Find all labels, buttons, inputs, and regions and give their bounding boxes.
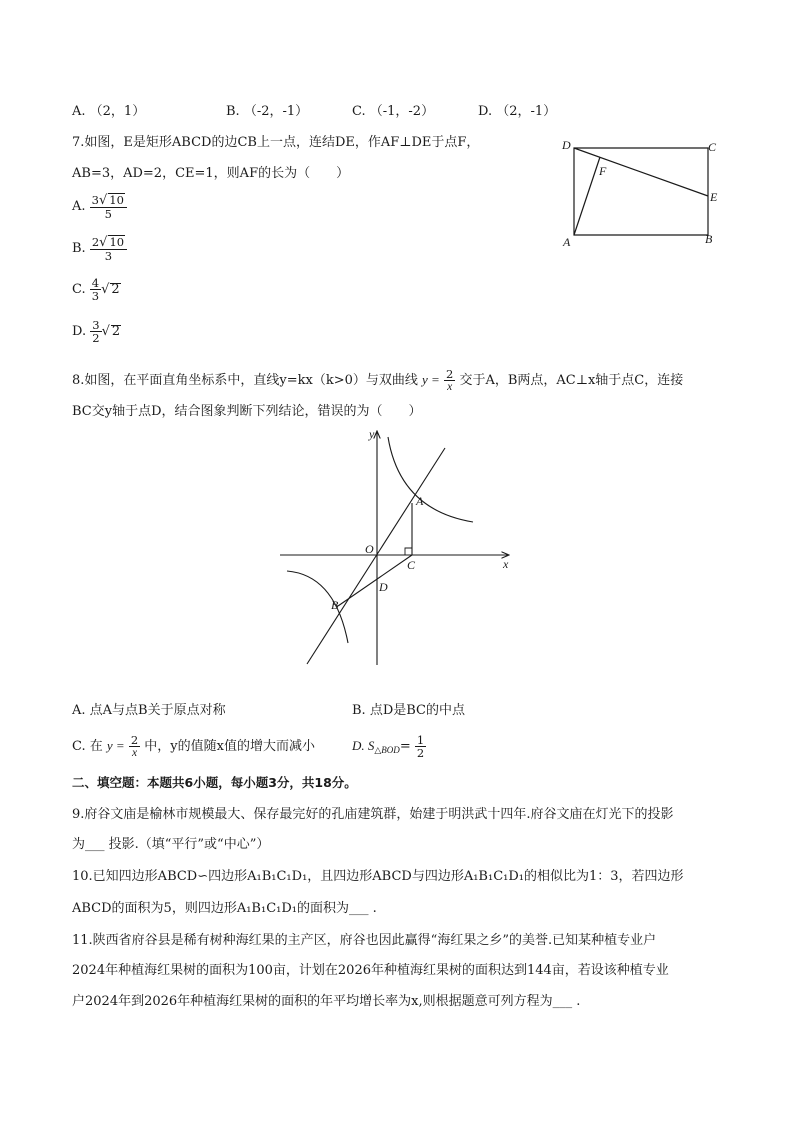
q8-option-d: D. $S_{\triangle BOD}=$ $\frac{1}{2}$ [352,733,425,760]
label-c: C [708,140,717,154]
q6-option-d: D. （2，-1） [478,104,557,119]
q8-option-a: A. 点A与点B关于原点对称 [72,703,226,718]
q7-option-c: C. $\frac{4}{3}$ √ 2 [72,276,120,303]
label-f: F [599,164,607,178]
segment-bc [338,555,412,606]
rectangle-abcd [574,148,708,235]
hyperbola-branch-q1 [388,437,473,522]
q7-stem-line2: AB=3，AD=2，CE=1，则AF的长为（ ） [72,166,350,181]
q8-stem-line1: 8.如图，在平面直角坐标系中，直线y=kx（k>0）与双曲线 y = $\frac{2}{x}$ 交于A，B两点，AC⊥x轴于点C，连接 [72,367,684,393]
q9-line1: 9.府谷文庙是榆林市规模最大、保存最完好的孔庙建筑群，始建于明洪武十四年.府谷文庙在灯光下的投影 [72,807,674,822]
label-d: D [562,138,571,152]
segment-af [574,157,600,235]
option-label: C. [72,282,86,297]
q11-line2: 2024年种植海红果树的面积为100亩，计划在2026年种植海红果树的面积达到144亩，若设该种植专业 [72,963,669,978]
q10-line1: 10.已知四边形ABCD∽四边形A₁B₁C₁D₁，且四边形ABCD与四边形A₁B₁C₁D₁的相似比为1：3，若四边形 [72,869,684,884]
fraction: $\frac{1}{2}$ [416,733,425,760]
section-heading-fill-in: 二、填空题：本题共6小题，每小题3分，共18分。 [72,775,357,790]
fraction: $\frac{2√ 10}{3}$ [90,235,127,262]
fraction: $\frac{3√ 10}{5}$ [90,193,127,220]
q6-option-b: B. （-2，-1） [226,104,309,119]
q9-line2: 为___ 投影.（填“平行”或“中心”） [72,837,270,852]
q11-line3: 户2024年到2026年种植海红果树的面积的年平均增长率为x,则根据题意可列方程为___ . [72,994,581,1009]
label-d: D [379,580,388,594]
label-a: A [563,235,571,249]
fraction: $\frac{2}{x}$ [130,733,139,759]
q7-stem-line1: 7.如图，E是矩形ABCD的边CB上一点，连结DE，作AF⊥DE于点F， [72,135,480,150]
option-label: D. [72,324,87,339]
label-e: E [710,190,718,204]
q10-line2: ABCD的面积为5，则四边形A₁B₁C₁D₁的面积为___ . [72,901,377,916]
q8-option-c: C. 在 y = $\frac{2}{x}$ 中，y的值随x值的增大而减小 [72,733,315,759]
label-y: y [369,427,375,441]
right-angle-mark [405,548,412,555]
segment-de [574,148,708,196]
q8-stem-line2: BC交y轴于点D，结合图象判断下列结论，错误的为（ ） [72,404,422,419]
label-c: C [407,558,416,572]
q7-option-d: D. $\frac{3}{2}$ √ 2 [72,318,121,345]
label-b: B [705,232,713,246]
fraction: $\frac{2}{x}$ [445,367,454,393]
q11-line1: 11.陕西省府谷县是稀有树种海红果的主产区，府谷也因此赢得“海红果之乡”的美誉.已知某种植专业户 [72,933,657,948]
q7-option-a [72,193,127,220]
q8-option-b: B. 点D是BC的中点 [352,703,465,718]
hyperbola-branch-q3 [287,571,348,643]
q8-figure-coordinate-plane [275,425,520,670]
q7-option-b [72,235,127,262]
q6-option-a: A. （2，1） [72,104,146,119]
label-a: A [416,494,424,508]
fraction: $\frac{4}{3}$ [91,276,100,303]
label-x: x [503,557,509,571]
label-o: O [365,542,374,556]
q7-figure-rectangle [560,136,730,251]
option-label: B. [72,241,86,256]
fraction: $\frac{3}{2}$ [92,318,100,345]
q6-option-c: C. （-1，-2） [352,104,435,119]
option-label: A. [72,199,86,214]
label-b: B [331,598,339,612]
line-y-kx [307,448,445,664]
